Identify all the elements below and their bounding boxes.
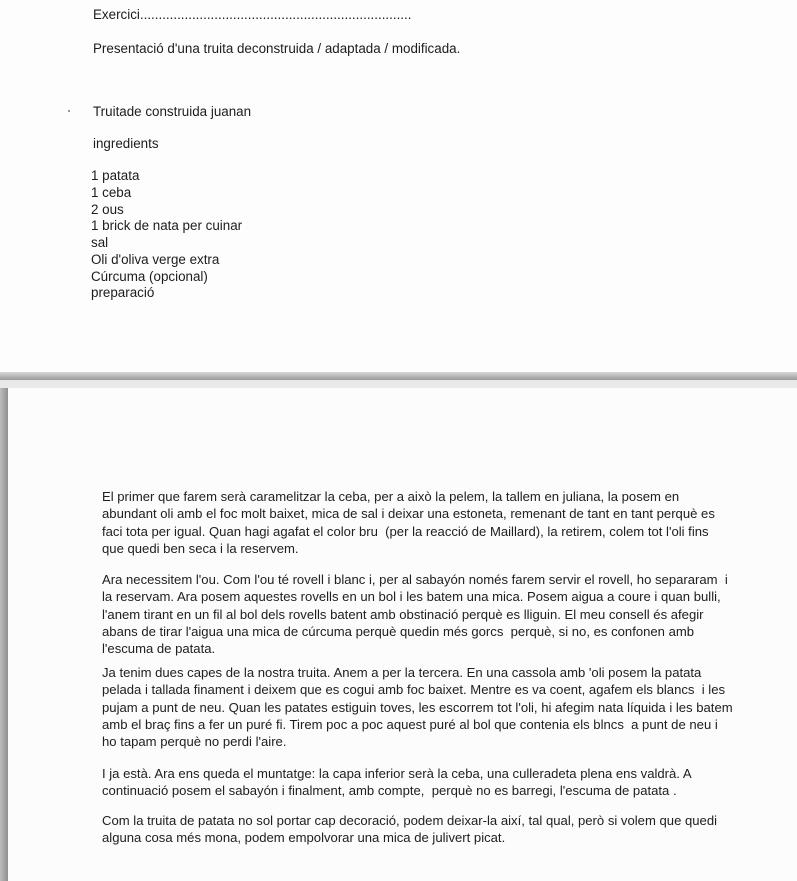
page-edge-shadow — [0, 388, 8, 881]
ingredient-item: 1 brick de nata per cuinar — [91, 218, 243, 234]
ingredient-item: 2 ous — [91, 201, 124, 217]
paragraph-muntatge — [102, 765, 768, 800]
paragraph-escuma — [102, 664, 768, 750]
top-sheet — [0, 0, 797, 380]
text-line: que quedi ben seca i la reservem. — [102, 540, 299, 556]
text-line: abans de tirar l'aigua una mica de cúrcuma perquè quedin més gorcs perquè, si no, es confonen amb — [102, 623, 695, 639]
ingredient-item: sal — [91, 235, 109, 251]
text-line: abundant oli amb el foc molt baixet, mica de sal i deixar una estoneta, remenant de tant en tant perquè es — [102, 506, 715, 522]
scan-speck — [68, 110, 70, 112]
text-line: Ara necessitem l'ou. Com l'ou té rovell i blanc i, per al sabayón només farem servir el rovell, ho separaram i — [102, 572, 728, 587]
text-line: la reservam. Ara posem aquestes rovells en un bol i les batem una mica. Posem aigua a coure i quan bulli, — [102, 589, 721, 605]
text-line: alguna cosa més mona, podem empolvorar una mica de julivert picat. — [102, 830, 506, 846]
exercise-line: Exercici......................................................................... — [93, 7, 412, 22]
text-line: Com la truita de patata no sol portar cap decoració, podem deixar-la així, tal qual, però si volem que quedi — [102, 813, 718, 828]
presentation-line: Presentació d'una truita deconstruida / adaptada / modificada. — [93, 41, 461, 56]
ingredient-item: Oli d'oliva verge extra — [91, 251, 220, 267]
text-line: amb el braç fins a fer un puré fi. Tirem poc a poc aquest puré al bol que contenia els blncs a punt de neu i — [102, 716, 718, 732]
ingredient-item: 1 patata — [91, 168, 140, 183]
text-line: I ja està. Ara ens queda el muntatge: la capa inferior serà la ceba, una culleradeta plena ens valdrà. A — [102, 766, 692, 781]
paragraph-sabayon — [102, 571, 768, 657]
ingredient-item: Cúrcuma (opcional) — [91, 268, 208, 284]
text-line: faci tota per igual. Quan hagi agafat el color bru (per la reacció de Maillard), la retirem, colem tot l'oli fins — [102, 523, 709, 539]
ingredients-heading: ingredients — [93, 136, 159, 151]
paragraph-caramelitzar — [102, 488, 768, 557]
text-line: l'escuma de patata. — [102, 641, 216, 657]
bottom-sheet — [8, 388, 797, 881]
text-line: Ja tenim dues capes de la nostra truita. Anem a per la tercera. En una cassola amb 'oli posem la patata — [102, 665, 702, 680]
ingredient-item: 1 ceba — [91, 184, 132, 200]
text-line: continuació posem el sabayón i finalment, amb compte, perquè no es barregi, l'escuma de patata . — [102, 783, 677, 799]
text-line: El primer que farem serà caramelitzar la ceba, per a això la pelem, la tallem en juliana, la posem en — [102, 489, 680, 504]
page-edge-shadow — [0, 372, 797, 380]
paragraph-decoracio — [102, 812, 768, 847]
text-line: pelada i tallada finament i deixem que es cogui amb foc baixet. Mentre es va coent, agafem els blancs i les — [102, 682, 726, 698]
preparation-label: preparació — [91, 285, 155, 300]
ingredients-list — [91, 168, 242, 286]
text-line: pujam a punt de neu. Quan les patates estiguin toves, les escorrem tot l'oli, hi afegim nata líquida i les batem — [102, 699, 733, 715]
recipe-title: Truitade construida juanan — [93, 104, 252, 119]
text-line: ho tapam perquè no perdi l'aire. — [102, 734, 287, 750]
text-line: l'anem tirant en un fil al bol dels rovells batent amb obstinació perquè es lliguin. El meu consell és afegir — [102, 606, 704, 622]
